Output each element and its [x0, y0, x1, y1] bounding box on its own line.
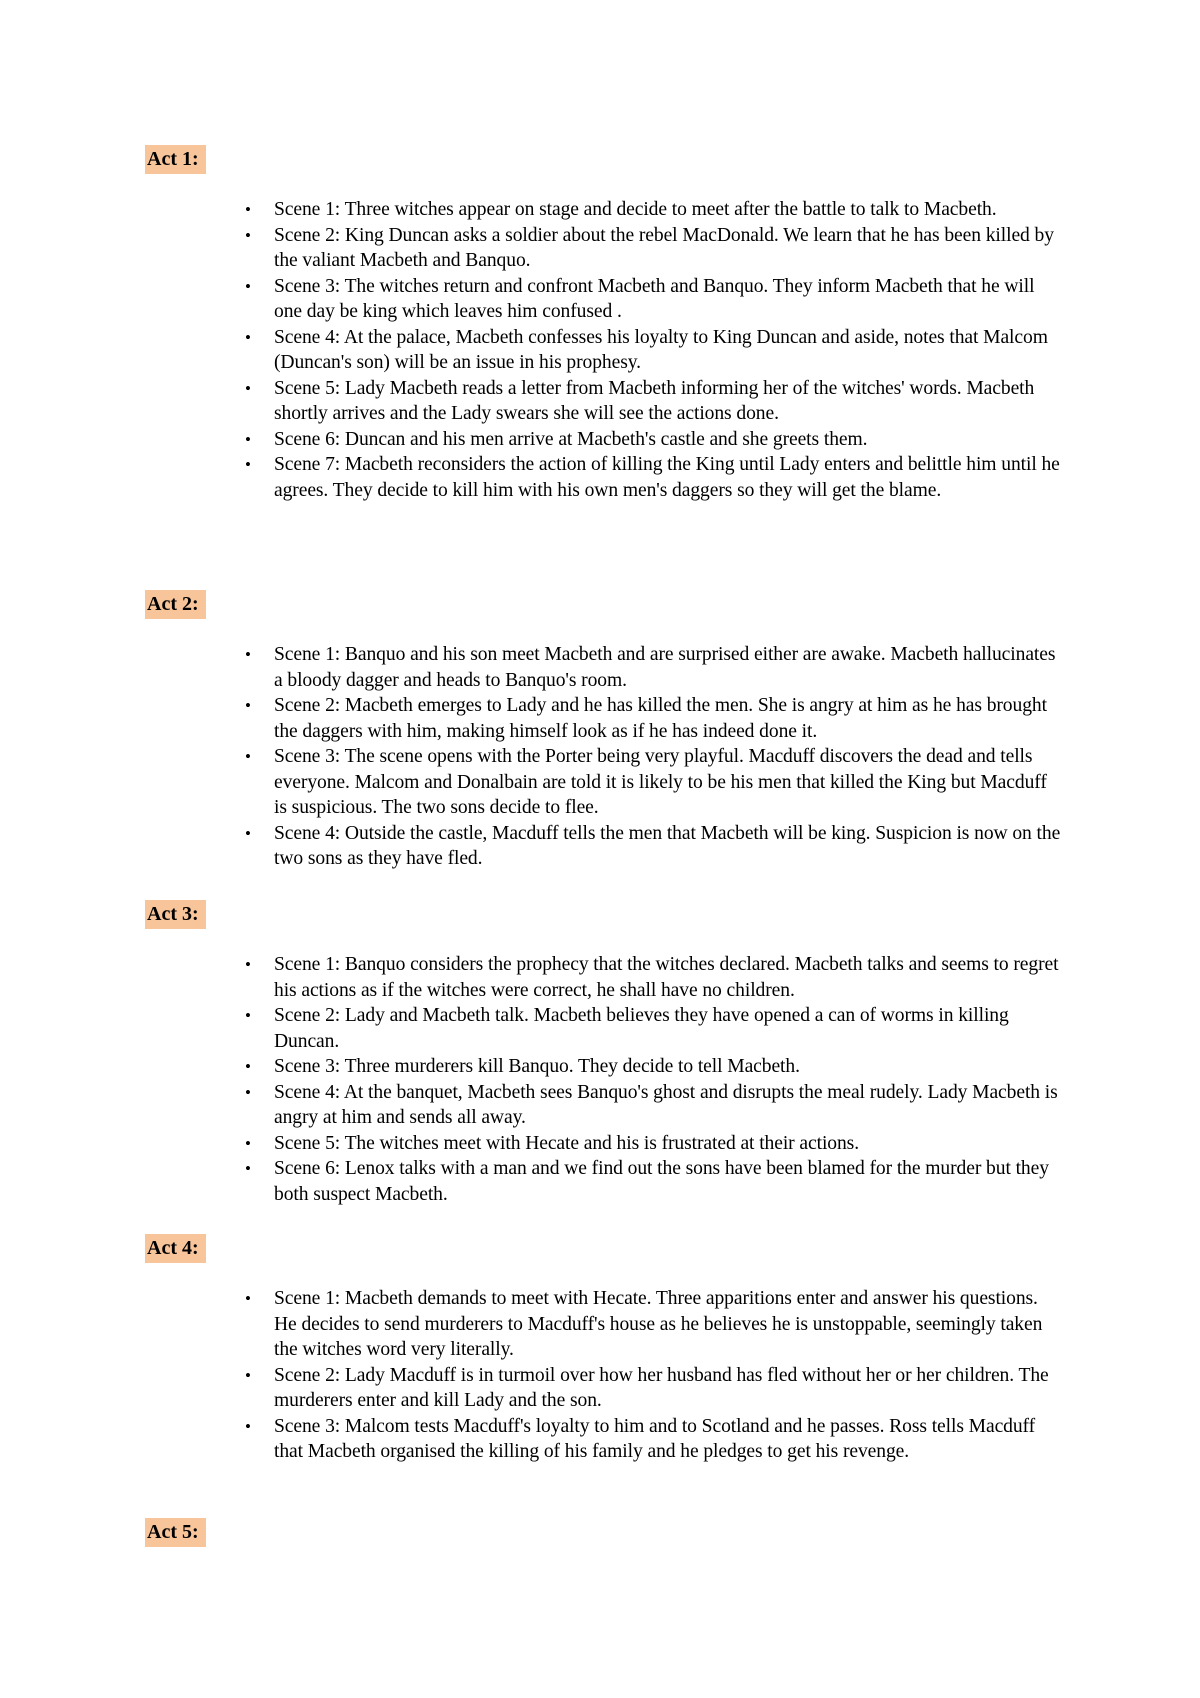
list-item	[0, 642, 1064, 693]
list-item	[0, 376, 1064, 427]
list-item	[0, 744, 1064, 821]
scene-text: Scene 2: Lady Macduff is in turmoil over how her husband has fled without her or her children. The murderers enter and kill Lady and the son.	[274, 1364, 1049, 1411]
act-2-heading: Act 2:	[145, 590, 206, 619]
bullet-icon: •	[245, 955, 251, 974]
scene-text: Scene 3: Three murderers kill Banquo. They decide to tell Macbeth.	[274, 1056, 800, 1077]
bullet-icon: •	[245, 1006, 251, 1025]
bullet-icon: •	[245, 378, 251, 398]
bullet-icon: •	[245, 1082, 251, 1102]
act-4-scene-list	[0, 1286, 1200, 1465]
act-3-scene-list	[0, 952, 1200, 1207]
bullet-icon: •	[245, 276, 251, 296]
bullet-icon: •	[245, 1416, 251, 1436]
scene-text: Scene 4: Outside the castle, Macduff tells the men that Macbeth will be king. Suspicion is now on the two sons as they have fled.	[274, 822, 1061, 869]
list-item	[0, 427, 1064, 453]
bullet-icon: •	[245, 225, 251, 245]
list-item	[0, 693, 1064, 744]
scene-text: Scene 4: At the banquet, Macbeth sees Banquo's ghost and disrupts the meal rudely. Lady Macbeth is angry at him and sends all away.	[274, 1081, 1058, 1128]
scene-text: Scene 2: King Duncan asks a soldier about the rebel MacDonald. We learn that he has been killed by the valiant Macbeth and Banquo.	[274, 224, 1054, 271]
scene-text: Scene 6: Duncan and his men arrive at Macbeth's castle and she greets them.	[274, 428, 868, 450]
bullet-icon: •	[245, 327, 251, 347]
list-item	[0, 197, 1064, 223]
bullet-icon: •	[245, 1057, 251, 1076]
list-item	[0, 1080, 1064, 1131]
bullet-icon: •	[245, 696, 251, 715]
list-item	[0, 952, 1064, 1003]
bullet-icon: •	[245, 823, 251, 843]
scene-text: Scene 1: Three witches appear on stage and decide to meet after the battle to talk to Macbeth.	[274, 199, 997, 220]
bullet-icon: •	[245, 455, 251, 474]
scene-text: Scene 3: Malcom tests Macduff's loyalty to him and to Scotland and he passes. Ross tells Macduff that Macbeth organised the killing of his family and he pledges to get his revenge.	[274, 1415, 1036, 1462]
scene-text: Scene 4: At the palace, Macbeth confesses his loyalty to King Duncan and aside, notes that Malcom (Duncan's son) will be an issue in his prophesy.	[274, 326, 1048, 373]
list-item	[0, 274, 1064, 325]
bullet-icon: •	[245, 429, 251, 449]
list-item	[0, 821, 1064, 872]
bullet-icon: •	[245, 1159, 251, 1178]
act-3-heading: Act 3:	[145, 900, 206, 929]
list-item	[0, 1414, 1064, 1465]
scene-text: Scene 5: Lady Macbeth reads a letter from Macbeth informing her of the witches' words. Macbeth shortly arrives and the Lady swears she will see the actions done.	[274, 377, 1035, 424]
list-item	[0, 325, 1064, 376]
list-item	[0, 452, 1064, 503]
list-item	[0, 1156, 1064, 1207]
scene-text: Scene 1: Macbeth demands to meet with Hecate. Three apparitions enter and answer his questions. He decides to send murderers to Macduff's house as he believes he is unstoppable, seemingly taken the witches word very literally.	[274, 1288, 1043, 1360]
scene-text: Scene 1: Banquo and his son meet Macbeth and are surprised either are awake. Macbeth hallucinates a bloody dagger and heads to Banquo's room.	[274, 644, 1056, 691]
act-1-heading: Act 1:	[145, 145, 206, 174]
list-item	[0, 1003, 1064, 1054]
scene-text: Scene 7: Macbeth reconsiders the action of killing the King until Lady enters and belittle him until he agrees. They decide to kill him with his own men's daggers so they will get the blame.	[274, 454, 1060, 501]
scene-text: Scene 5: The witches meet with Hecate and his is frustrated at their actions.	[274, 1132, 860, 1154]
bullet-icon: •	[245, 1289, 251, 1308]
list-item	[0, 1131, 1064, 1157]
act-5-heading: Act 5:	[145, 1518, 206, 1547]
scene-text: Scene 3: The scene opens with the Porter being very playful. Macduff discovers the dead and tells everyone. Malcom and Donalbain are told it is likely to be his men that killed the King but Macduff is suspicious. The two sons decide to flee.	[274, 746, 1047, 818]
list-item	[0, 1286, 1064, 1363]
scene-text: Scene 1: Banquo considers the prophecy that the witches declared. Macbeth talks and seems to regret his actions as if the witches were correct, he shall have no children.	[274, 954, 1059, 1001]
list-item	[0, 1363, 1064, 1414]
scene-text: Scene 3: The witches return and confront Macbeth and Banquo. They inform Macbeth that he will one day be king which leaves him confused .	[274, 275, 1035, 322]
bullet-icon: •	[245, 1365, 251, 1385]
bullet-icon: •	[245, 747, 251, 766]
act-1-scene-list	[0, 197, 1200, 503]
list-item	[0, 1054, 1064, 1080]
scene-text: Scene 2: Macbeth emerges to Lady and he has killed the men. She is angry at him as he has brought the daggers with him, making himself look as if he has indeed done it.	[274, 695, 1047, 742]
bullet-icon: •	[245, 200, 251, 219]
bullet-icon: •	[245, 1133, 251, 1153]
list-item	[0, 223, 1064, 274]
scene-text: Scene 2: Lady and Macbeth talk. Macbeth believes they have opened a can of worms in killing Duncan.	[274, 1005, 1009, 1052]
scene-text: Scene 6: Lenox talks with a man and we find out the sons have been blamed for the murder but they both suspect Macbeth.	[274, 1158, 1049, 1205]
act-4-heading: Act 4:	[145, 1234, 206, 1263]
act-2-scene-list	[0, 642, 1200, 872]
bullet-icon: •	[245, 645, 251, 664]
